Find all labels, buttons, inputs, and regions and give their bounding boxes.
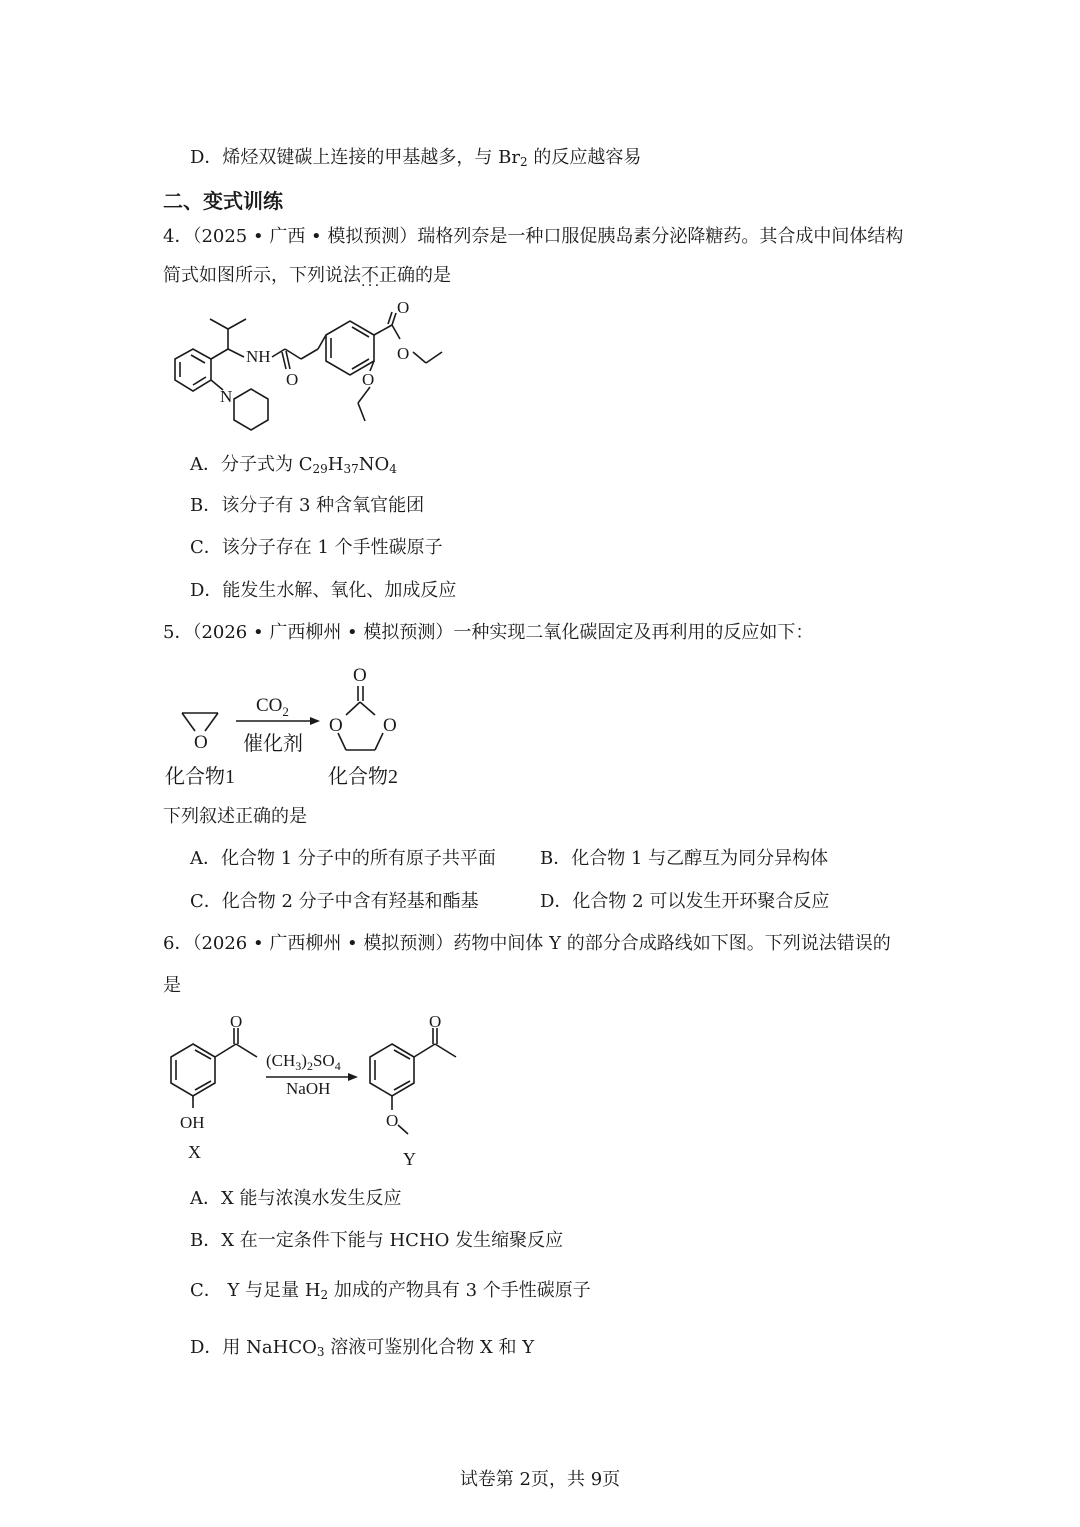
q6-option-d-sub: 3	[316, 1345, 325, 1359]
q5-option-d: D．化合物 2 可以发生开环聚合反应	[540, 891, 830, 912]
q4-stem-line2	[163, 264, 451, 288]
compound2-label: 化合物2	[328, 766, 398, 788]
compound-y-label: Y	[403, 1149, 416, 1169]
q4-stem-line1: 4．（2025 • 广西 • 模拟预测）瑞格列奈是一种口服促胰岛素分泌降糖药。其合成中间体结构	[163, 226, 904, 247]
epoxide-oxygen-label: O	[194, 732, 208, 753]
q6-option-d-text: D．用 NaHCO	[190, 1337, 317, 1358]
q4-option-c: C．该分子存在 1 个手性碳原子	[190, 537, 443, 558]
q4-option-a-sub3: 4	[389, 462, 397, 476]
q4-stem-text-end: 的是	[415, 265, 451, 286]
y-ether-oxygen-label: O	[386, 1111, 399, 1130]
ester-oxygen-label: O	[397, 344, 410, 363]
q6-option-c-sub: 2	[320, 1288, 329, 1302]
q5-prompt: 下列叙述正确的是	[163, 806, 307, 827]
page-footer: 试卷第 2页，共 9页	[459, 1469, 621, 1490]
carbonyl-oxygen-label: O	[397, 298, 410, 317]
q4-option-a-text: A．分子式为 C	[190, 454, 313, 475]
q4-stem-text: 简式如图所示，下列说法	[163, 265, 361, 286]
piperidine-n-label: N	[220, 387, 233, 406]
q3-option-d-text: D．烯烃双键碳上连接的甲基越多，与 Br	[190, 147, 520, 168]
q5-catalyst-label: 催化剂	[243, 733, 303, 755]
q6-option-d-text-end: 溶液可鉴别化合物 X 和 Y	[324, 1337, 535, 1358]
q5-option-c: C．化合物 2 分子中含有羟基和酯基	[190, 891, 479, 912]
x-hydroxyl-label: OH	[180, 1113, 205, 1132]
ether-oxygen-label: O	[362, 370, 375, 389]
amide-oxygen-label: O	[286, 370, 299, 389]
q4-option-b: B．该分子有 3 种含氧官能团	[190, 495, 425, 516]
q6-stem-line2: 是	[163, 975, 181, 996]
q5-option-a: A．化合物 1 分子中的所有原子共平面	[190, 848, 496, 869]
q6-option-b: B．X 在一定条件下能与 HCHO 发生缩聚反应	[190, 1230, 564, 1251]
q6-option-c-text: C． Y 与足量 H	[190, 1280, 321, 1301]
q4-structure-diagram	[160, 298, 460, 440]
q4-option-d: D．能发生水解、氧化、加成反应	[190, 580, 457, 601]
q4-option-a	[190, 453, 397, 477]
q4-option-a-sub1: 29	[312, 462, 328, 476]
q6-reaction-diagram	[160, 1012, 480, 1172]
q3-option-d-sub: 2	[519, 155, 528, 169]
nh-label: NH	[246, 347, 271, 366]
q5-reagent-co2: $CO_2$	[256, 695, 289, 719]
q4-option-a-h: H	[327, 454, 344, 475]
q3-option-d	[190, 146, 641, 170]
q6-option-c-text-end: 加成的产物具有 3 个手性碳原子	[328, 1280, 591, 1301]
ring-oxygen-left-label: O	[329, 715, 343, 736]
q6-option-a: A．X 能与浓溴水发生反应	[190, 1188, 402, 1209]
q5-reaction-diagram	[160, 655, 420, 790]
q5-option-b: B．化合物 1 与乙醇互为同分异构体	[540, 848, 829, 869]
y-carbonyl-oxygen-label: O	[429, 1012, 442, 1031]
x-carbonyl-oxygen-label: O	[230, 1012, 243, 1031]
q5-stem: 5．（2026 • 广西柳州 • 模拟预测）一种实现二氧化碳固定及再利用的反应如下：	[163, 622, 814, 643]
ring-oxygen-right-label: O	[383, 715, 397, 736]
q6-stem-line1: 6．（2026 • 广西柳州 • 模拟预测）药物中间体 Y 的部分合成路线如下图。下列说法错误的	[163, 933, 891, 954]
q4-emphasis-not-correct: 不正确 · · ·	[361, 265, 415, 286]
q4-option-a-sub2: 37	[343, 462, 359, 476]
q6-option-c	[190, 1279, 591, 1303]
compound1-label: 化合物1	[165, 766, 235, 788]
q6-reagent-dimethyl-sulfate: $(CH_3)_2SO_4$	[266, 1051, 341, 1073]
section-heading: 二、变式训练	[163, 189, 283, 213]
q4-option-a-no: NO	[358, 454, 390, 475]
compound-x-label: X	[188, 1142, 201, 1162]
q6-reagent-naoh: NaOH	[286, 1079, 331, 1098]
q3-option-d-text-end: 的反应越容易	[527, 147, 642, 168]
q6-option-d	[190, 1336, 534, 1360]
carbonyl-oxygen-label: O	[353, 665, 367, 686]
